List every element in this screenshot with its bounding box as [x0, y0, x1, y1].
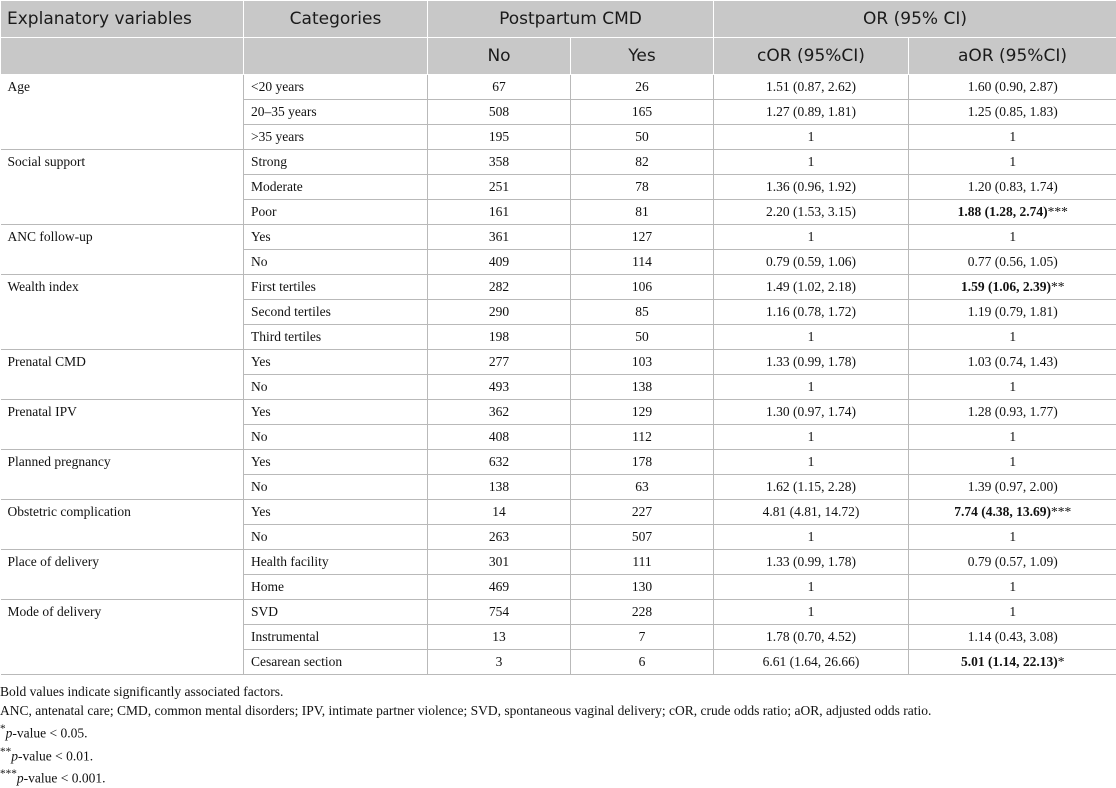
cor-cell: 1.27 (0.89, 1.81) — [714, 100, 909, 125]
count-yes-cell: 507 — [571, 525, 714, 550]
aor-value: 1.14 (0.43, 3.08) — [968, 629, 1058, 644]
footnote-p05 — [0, 720, 1110, 743]
table-row — [1, 500, 1116, 525]
significance-stars: *** — [1051, 504, 1071, 519]
header-yes: Yes — [571, 38, 714, 75]
aor-value: 1 — [1009, 154, 1016, 169]
count-yes-cell: 50 — [571, 325, 714, 350]
cor-cell: 1 — [714, 525, 909, 550]
footnote-p001-italic: p — [17, 771, 24, 786]
header-explanatory: Explanatory variables — [1, 1, 244, 38]
aor-value: 1 — [1009, 529, 1016, 544]
header-postpartum-cmd: Postpartum CMD — [428, 1, 714, 38]
category-cell: Second tertiles — [244, 300, 428, 325]
table-row — [1, 600, 1116, 625]
aor-cell — [909, 100, 1116, 125]
explanatory-variable-cell: Planned pregnancy — [1, 450, 244, 500]
cor-cell: 1 — [714, 375, 909, 400]
cor-cell: 1 — [714, 150, 909, 175]
count-no-cell: 754 — [428, 600, 571, 625]
count-yes-cell: 138 — [571, 375, 714, 400]
aor-cell — [909, 475, 1116, 500]
cor-cell: 1.36 (0.96, 1.92) — [714, 175, 909, 200]
cor-cell: 1.51 (0.87, 2.62) — [714, 75, 909, 100]
header-aor: aOR (95%CI) — [909, 38, 1116, 75]
count-no-cell: 469 — [428, 575, 571, 600]
header-blank-1 — [1, 38, 244, 75]
count-no-cell: 362 — [428, 400, 571, 425]
aor-cell — [909, 600, 1116, 625]
cor-cell: 1 — [714, 225, 909, 250]
category-cell: Third tertiles — [244, 325, 428, 350]
aor-value: 0.77 (0.56, 1.05) — [968, 254, 1058, 269]
count-yes-cell: 6 — [571, 650, 714, 675]
aor-value: 1 — [1009, 579, 1016, 594]
header-or: OR (95% CI) — [714, 1, 1116, 38]
count-no-cell: 282 — [428, 275, 571, 300]
aor-value: 1.59 (1.06, 2.39) — [961, 279, 1051, 294]
table-row — [1, 150, 1116, 175]
category-cell: Yes — [244, 400, 428, 425]
count-no-cell: 301 — [428, 550, 571, 575]
category-cell: Strong — [244, 150, 428, 175]
cor-cell: 1 — [714, 450, 909, 475]
explanatory-variable-cell: Place of delivery — [1, 550, 244, 600]
cor-cell: 1 — [714, 125, 909, 150]
count-no-cell: 13 — [428, 625, 571, 650]
count-yes-cell: 178 — [571, 450, 714, 475]
footnote-abbreviations: ANC, antenatal care; CMD, common mental disorders; IPV, intimate partner violence; SVD, spontaneous vaginal delivery; cOR, crude odds ratio; aOR, adjusted odds ratio. — [0, 701, 1110, 720]
aor-cell — [909, 375, 1116, 400]
category-cell: Moderate — [244, 175, 428, 200]
aor-cell — [909, 425, 1116, 450]
aor-cell — [909, 225, 1116, 250]
count-yes-cell: 7 — [571, 625, 714, 650]
category-cell: SVD — [244, 600, 428, 625]
aor-cell — [909, 150, 1116, 175]
category-cell: Yes — [244, 500, 428, 525]
footnote-p01 — [0, 743, 1110, 766]
table-row — [1, 350, 1116, 375]
cor-cell: 2.20 (1.53, 3.15) — [714, 200, 909, 225]
footnote-p001-text: -value < 0.001. — [24, 771, 106, 786]
aor-value: 7.74 (4.38, 13.69) — [954, 504, 1051, 519]
count-yes-cell: 129 — [571, 400, 714, 425]
category-cell: Cesarean section — [244, 650, 428, 675]
footnote-p05-mark: * — [0, 723, 6, 735]
footnote-p01-italic: p — [11, 748, 18, 763]
category-cell: Yes — [244, 350, 428, 375]
count-no-cell: 493 — [428, 375, 571, 400]
count-no-cell: 361 — [428, 225, 571, 250]
aor-cell — [909, 400, 1116, 425]
explanatory-variable-cell: Mode of delivery — [1, 600, 244, 675]
count-no-cell: 195 — [428, 125, 571, 150]
header-categories: Categories — [244, 1, 428, 38]
count-no-cell: 138 — [428, 475, 571, 500]
footnote-p05-text: -value < 0.05. — [12, 726, 87, 741]
header-cor: cOR (95%CI) — [714, 38, 909, 75]
footnote-p01-text: -value < 0.01. — [18, 748, 93, 763]
table-row — [1, 450, 1116, 475]
category-cell: <20 years — [244, 75, 428, 100]
footnote-p001-mark: *** — [0, 768, 17, 780]
aor-value: 1.19 (0.79, 1.81) — [968, 304, 1058, 319]
table-row — [1, 225, 1116, 250]
category-cell: Poor — [244, 200, 428, 225]
category-cell: Health facility — [244, 550, 428, 575]
aor-value: 0.79 (0.57, 1.09) — [968, 554, 1058, 569]
count-no-cell: 508 — [428, 100, 571, 125]
aor-value: 1 — [1009, 379, 1016, 394]
count-no-cell: 409 — [428, 250, 571, 275]
aor-cell — [909, 250, 1116, 275]
count-yes-cell: 165 — [571, 100, 714, 125]
significance-stars: * — [1058, 654, 1065, 669]
significance-stars: ** — [1051, 279, 1065, 294]
aor-cell — [909, 550, 1116, 575]
table-body — [1, 75, 1116, 675]
significance-stars: *** — [1048, 204, 1068, 219]
count-no-cell: 290 — [428, 300, 571, 325]
count-yes-cell: 78 — [571, 175, 714, 200]
count-yes-cell: 111 — [571, 550, 714, 575]
cor-cell: 1 — [714, 575, 909, 600]
aor-cell — [909, 650, 1116, 675]
count-yes-cell: 114 — [571, 250, 714, 275]
table-row — [1, 400, 1116, 425]
explanatory-variable-cell: Age — [1, 75, 244, 150]
category-cell: Home — [244, 575, 428, 600]
aor-value: 1.60 (0.90, 2.87) — [968, 79, 1058, 94]
aor-value: 1 — [1009, 329, 1016, 344]
explanatory-variable-cell: Obstetric complication — [1, 500, 244, 550]
count-yes-cell: 81 — [571, 200, 714, 225]
cor-cell: 1.33 (0.99, 1.78) — [714, 550, 909, 575]
count-yes-cell: 63 — [571, 475, 714, 500]
header-row-2 — [1, 38, 1116, 75]
explanatory-variable-cell: Wealth index — [1, 275, 244, 350]
table-row — [1, 550, 1116, 575]
category-cell: >35 years — [244, 125, 428, 150]
count-yes-cell: 228 — [571, 600, 714, 625]
count-no-cell: 3 — [428, 650, 571, 675]
cor-cell: 1 — [714, 325, 909, 350]
cor-cell: 1.16 (0.78, 1.72) — [714, 300, 909, 325]
aor-value: 1 — [1009, 429, 1016, 444]
count-yes-cell: 82 — [571, 150, 714, 175]
footnote-p01-mark: ** — [0, 746, 11, 758]
aor-value: 1.28 (0.93, 1.77) — [968, 404, 1058, 419]
count-yes-cell: 103 — [571, 350, 714, 375]
count-no-cell: 277 — [428, 350, 571, 375]
aor-cell — [909, 75, 1116, 100]
aor-cell — [909, 625, 1116, 650]
cor-cell: 1 — [714, 600, 909, 625]
aor-cell — [909, 175, 1116, 200]
count-yes-cell: 227 — [571, 500, 714, 525]
category-cell: Instrumental — [244, 625, 428, 650]
category-cell: First tertiles — [244, 275, 428, 300]
explanatory-variable-cell: Prenatal CMD — [1, 350, 244, 400]
category-cell: No — [244, 475, 428, 500]
aor-value: 1 — [1009, 604, 1016, 619]
cor-cell: 1 — [714, 425, 909, 450]
count-yes-cell: 130 — [571, 575, 714, 600]
count-no-cell: 198 — [428, 325, 571, 350]
category-cell: No — [244, 525, 428, 550]
count-no-cell: 632 — [428, 450, 571, 475]
category-cell: 20–35 years — [244, 100, 428, 125]
header-blank-2 — [244, 38, 428, 75]
count-no-cell: 358 — [428, 150, 571, 175]
footnote-p05-italic: p — [6, 726, 13, 741]
count-no-cell: 67 — [428, 75, 571, 100]
footnote-p001 — [0, 765, 1110, 788]
count-no-cell: 408 — [428, 425, 571, 450]
count-yes-cell: 85 — [571, 300, 714, 325]
aor-value: 5.01 (1.14, 22.13) — [961, 654, 1058, 669]
explanatory-variable-cell: Prenatal IPV — [1, 400, 244, 450]
cor-cell: 1.30 (0.97, 1.74) — [714, 400, 909, 425]
footnote-bold-note: Bold values indicate significantly associated factors. — [0, 682, 1110, 701]
cor-cell: 4.81 (4.81, 14.72) — [714, 500, 909, 525]
count-no-cell: 161 — [428, 200, 571, 225]
category-cell: No — [244, 425, 428, 450]
aor-cell — [909, 575, 1116, 600]
cor-cell: 1.49 (1.02, 2.18) — [714, 275, 909, 300]
explanatory-variable-cell: ANC follow-up — [1, 225, 244, 275]
aor-value: 1.20 (0.83, 1.74) — [968, 179, 1058, 194]
count-no-cell: 251 — [428, 175, 571, 200]
aor-value: 1 — [1009, 229, 1016, 244]
table-row — [1, 275, 1116, 300]
header-row-1 — [1, 1, 1116, 38]
aor-cell — [909, 200, 1116, 225]
aor-cell — [909, 125, 1116, 150]
count-yes-cell: 50 — [571, 125, 714, 150]
aor-cell — [909, 525, 1116, 550]
footnotes — [0, 682, 1110, 788]
aor-cell — [909, 325, 1116, 350]
count-yes-cell: 112 — [571, 425, 714, 450]
header-no: No — [428, 38, 571, 75]
explanatory-variable-cell: Social support — [1, 150, 244, 225]
cor-cell: 6.61 (1.64, 26.66) — [714, 650, 909, 675]
category-cell: Yes — [244, 450, 428, 475]
category-cell: No — [244, 375, 428, 400]
category-cell: Yes — [244, 225, 428, 250]
count-no-cell: 14 — [428, 500, 571, 525]
cor-cell: 0.79 (0.59, 1.06) — [714, 250, 909, 275]
aor-value: 1 — [1009, 129, 1016, 144]
aor-cell — [909, 275, 1116, 300]
cor-cell: 1.78 (0.70, 4.52) — [714, 625, 909, 650]
aor-value: 1.88 (1.28, 2.74) — [958, 204, 1048, 219]
aor-value: 1.39 (0.97, 2.00) — [968, 479, 1058, 494]
aor-value: 1 — [1009, 454, 1016, 469]
aor-value: 1.25 (0.85, 1.83) — [968, 104, 1058, 119]
aor-value: 1.03 (0.74, 1.43) — [968, 354, 1058, 369]
count-yes-cell: 106 — [571, 275, 714, 300]
cor-cell: 1.33 (0.99, 1.78) — [714, 350, 909, 375]
table-row — [1, 75, 1116, 100]
count-yes-cell: 127 — [571, 225, 714, 250]
cor-cell: 1.62 (1.15, 2.28) — [714, 475, 909, 500]
count-yes-cell: 26 — [571, 75, 714, 100]
count-no-cell: 263 — [428, 525, 571, 550]
aor-cell — [909, 500, 1116, 525]
aor-cell — [909, 350, 1116, 375]
category-cell: No — [244, 250, 428, 275]
aor-cell — [909, 300, 1116, 325]
aor-cell — [909, 450, 1116, 475]
